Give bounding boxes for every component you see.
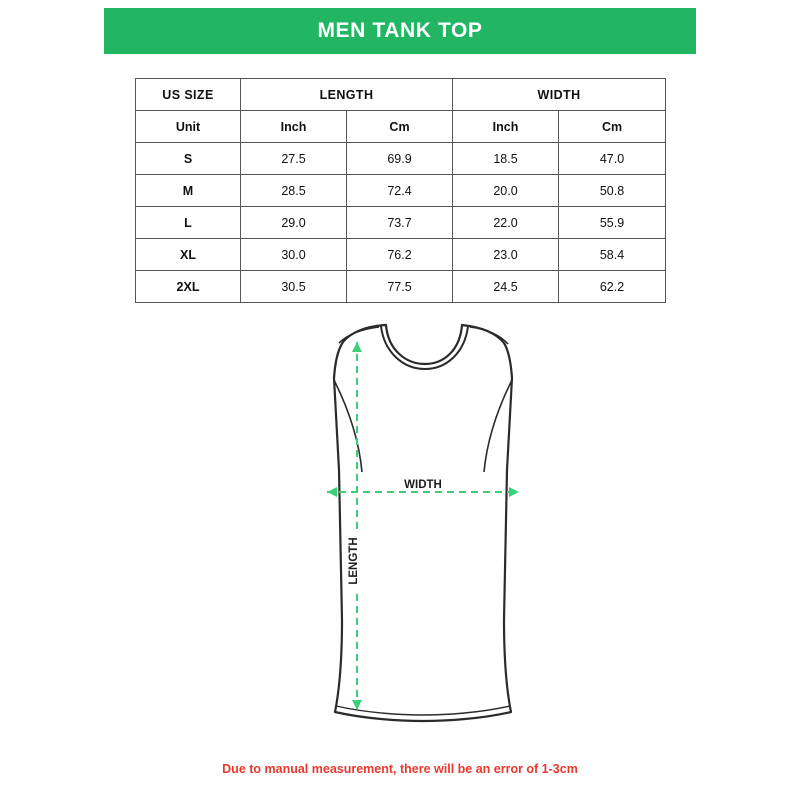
group-header-length: LENGTH — [241, 79, 453, 111]
table-row — [136, 271, 666, 303]
measurement-disclaimer: Due to manual measurement, there will be an error of 1-3cm — [222, 762, 578, 776]
unit-width-inch: Inch — [453, 111, 559, 143]
table-row — [136, 175, 666, 207]
group-header-width: WIDTH — [453, 79, 666, 111]
row-width-cm: 58.4 — [559, 239, 666, 271]
row-size: S — [136, 143, 241, 175]
row-length-cm: 72.4 — [347, 175, 453, 207]
tank-top-illustration — [255, 320, 545, 740]
row-width-inch: 24.5 — [453, 271, 559, 303]
table-unit-row — [136, 111, 666, 143]
table-row — [136, 207, 666, 239]
width-label: WIDTH — [404, 479, 442, 491]
unit-length-cm: Cm — [347, 111, 453, 143]
page-title: MEN TANK TOP — [317, 19, 483, 42]
row-length-inch: 28.5 — [241, 175, 347, 207]
row-width-inch: 23.0 — [453, 239, 559, 271]
length-label: LENGTH — [348, 537, 360, 585]
row-size: L — [136, 207, 241, 239]
size-table-container — [135, 78, 665, 303]
row-length-cm: 76.2 — [347, 239, 453, 271]
row-size: M — [136, 175, 241, 207]
unit-width-cm: Cm — [559, 111, 666, 143]
table-group-header-row — [136, 79, 666, 111]
row-width-inch: 20.0 — [453, 175, 559, 207]
table-row — [136, 239, 666, 271]
table-row — [136, 143, 666, 175]
group-header-us-size: US SIZE — [136, 79, 241, 111]
row-length-inch: 29.0 — [241, 207, 347, 239]
row-width-cm: 47.0 — [559, 143, 666, 175]
row-length-cm: 69.9 — [347, 143, 453, 175]
row-width-cm: 62.2 — [559, 271, 666, 303]
row-width-inch: 18.5 — [453, 143, 559, 175]
row-width-inch: 22.0 — [453, 207, 559, 239]
garment-outline — [334, 325, 512, 721]
unit-label: Unit — [136, 111, 241, 143]
row-width-cm: 55.9 — [559, 207, 666, 239]
row-length-inch: 30.5 — [241, 271, 347, 303]
row-length-cm: 77.5 — [347, 271, 453, 303]
size-table — [135, 78, 666, 303]
row-width-cm: 50.8 — [559, 175, 666, 207]
row-length-inch: 27.5 — [241, 143, 347, 175]
row-length-cm: 73.7 — [347, 207, 453, 239]
header-banner — [104, 8, 696, 54]
unit-length-inch: Inch — [241, 111, 347, 143]
row-length-inch: 30.0 — [241, 239, 347, 271]
row-size: 2XL — [136, 271, 241, 303]
row-size: XL — [136, 239, 241, 271]
